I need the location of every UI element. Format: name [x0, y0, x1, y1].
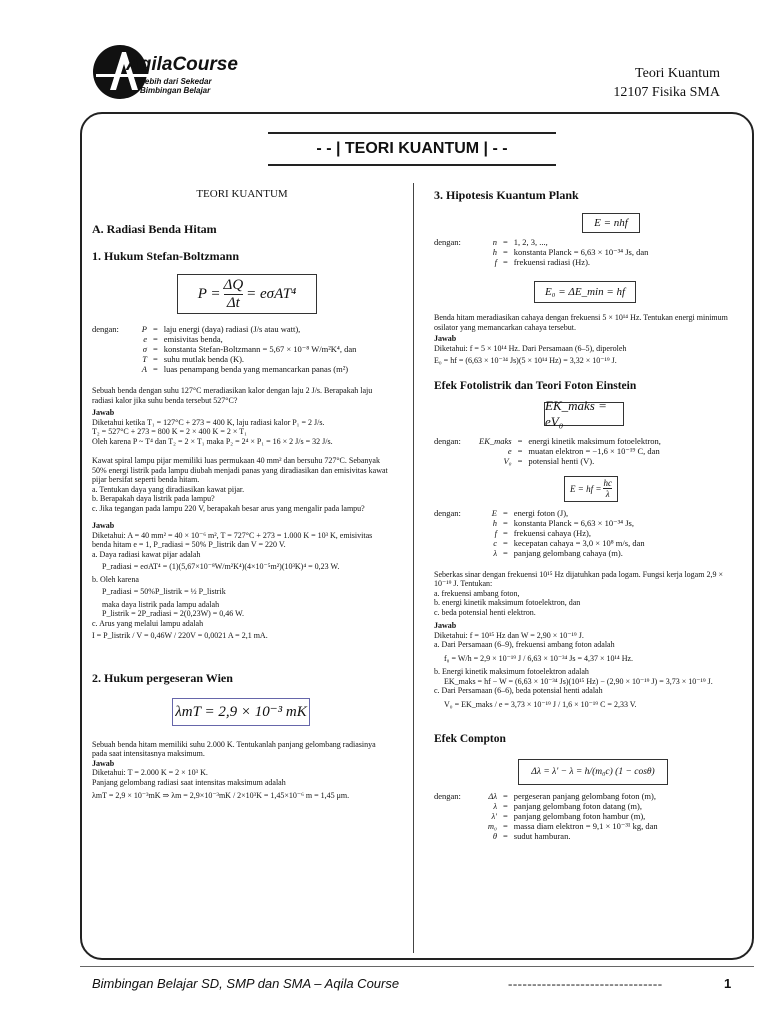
right-column: [434, 188, 739, 841]
definition-desc: panjang gelombang cahaya (m).: [513, 547, 623, 558]
logo-tagline: [140, 77, 212, 95]
header-subject: Teori Kuantum: [635, 66, 720, 81]
definition-desc: luas penampang benda yang memancarkan panas (m²): [163, 364, 349, 374]
example-4-line1: Diketahui: f = 5 × 10¹⁴ Hz. Dari Persamaan (6–5), diperoleh: [434, 343, 627, 353]
definition-sym: λ': [491, 811, 497, 821]
minimum-energy-equation: E₀ = ΔE_min = hf: [534, 281, 636, 303]
left-column: [92, 188, 392, 801]
example-2-line9: I = P_listrik / V = 0,46W / 220V = 0,0021 A = 2,1 mA.: [92, 631, 268, 640]
definitions-3: [434, 237, 739, 267]
definition-sym: E: [491, 507, 497, 518]
definition-eq: =: [517, 445, 523, 456]
definition-sym: e: [507, 445, 512, 456]
definition-row: [476, 456, 664, 466]
footer-rule: [80, 966, 754, 967]
definition-sym: P: [141, 324, 147, 334]
example-2-line2: a. Daya radiasi kawat pijar adalah: [92, 549, 201, 559]
definition-desc: kecepatan cahaya = 3,0 × 10⁸ m/s, dan: [513, 537, 645, 548]
definition-row: [476, 237, 651, 247]
definition-desc: sudut hamburan.: [513, 831, 571, 841]
definitions-lead: dengan:: [434, 507, 461, 518]
definition-eq: =: [153, 324, 158, 334]
definition-desc: energi foton (J),: [513, 507, 569, 518]
planck-equation: E = nhf: [582, 213, 640, 233]
definition-eq: =: [503, 257, 508, 267]
definition-sym: c: [493, 537, 497, 548]
example-5-items: [434, 589, 739, 618]
list-item: c. beda potensial henti elektron.: [434, 607, 536, 617]
definition-desc: muatan elektron = −1,6 × 10⁻¹⁹ C, dan: [528, 445, 660, 456]
list-item: a. Tentukan daya yang diradiasikan kawat pijar.: [92, 484, 245, 494]
example-1-question: Sebuah benda dengan suhu 127°C meradiasikan kalor dengan laju 2 J/s. Berapakah laju radiasi kalor jika suhu benda tersebut 527°C?: [92, 386, 373, 405]
example-4-line2: E₀ = hf = (6,63 × 10⁻³⁴ Js)(5 × 10¹⁴ Hz) = 3,32 × 10⁻¹⁹ J.: [434, 356, 617, 365]
definition-eq: =: [503, 517, 508, 528]
definition-eq: =: [517, 435, 523, 446]
definition-desc: suhu mutlak benda (K).: [163, 354, 245, 364]
photon-energy-equation: E = hf = $\frac{hc}{\lambda}$: [564, 476, 618, 502]
definitions-table: [476, 436, 664, 466]
example-2-jawab: Jawab: [92, 521, 115, 530]
logo-tagline-1: Lebih dari Sekedar: [140, 77, 212, 86]
definition-desc: pergeseran panjang gelombang foton (m),: [513, 791, 656, 801]
definition-eq: =: [503, 527, 508, 538]
example-3-line1: Diketahui: T = 2.000 K = 2 × 10³ K.: [92, 768, 208, 777]
definition-desc: frekuensi cahaya (Hz),: [513, 527, 591, 538]
example-2-line6: maka daya listrik pada lampu adalah: [102, 599, 220, 609]
definition-sym: e: [143, 334, 147, 344]
example-4-jawab: Jawab: [434, 334, 457, 343]
definitions-lead: dengan:: [434, 237, 461, 247]
definition-sym: EK_maks: [479, 435, 512, 446]
logo-tagline-2: Bimbingan Belajar: [140, 86, 211, 95]
definition-sym: λ: [493, 801, 497, 811]
section-1-heading: 1. Hukum Stefan-Boltzmann: [92, 249, 240, 263]
definitions-5: [434, 436, 739, 466]
footer-text: Bimbingan Belajar SD, SMP dan SMA – Aqila Course: [92, 976, 400, 991]
definitions-1: [92, 324, 392, 374]
example-2-line8: c. Arus yang melalui lampu adalah: [92, 618, 204, 628]
definition-eq: =: [153, 354, 158, 364]
example-2-line1: Diketahui: A = 40 mm² = 40 × 10⁻⁶ m², T = 727°C + 273 = 1.000 K = 10³ K, emisivitas benda hitam e = 1, P_radiasi = 50% P_listrik dan V = 220 V.: [92, 530, 373, 549]
example-5-line7: V₀ = EK_maks / e = 3,73 × 10⁻¹⁹ J / 1,6 × 10⁻¹⁹ C = 2,33 V.: [444, 699, 637, 709]
example-5-line1: Diketahui: f = 10¹⁵ Hz dan W = 2,90 × 10⁻¹⁹ J.: [434, 630, 584, 640]
definition-row: [476, 518, 648, 528]
compton-heading: Efek Compton: [434, 733, 506, 745]
definition-eq: =: [503, 247, 508, 257]
definition-row: [476, 538, 648, 548]
definition-eq: =: [153, 364, 158, 374]
definition-eq: =: [503, 507, 508, 518]
definitions-table: [476, 508, 648, 558]
definitions-table: [476, 791, 661, 841]
definition-desc: massa diam elektron = 9,1 × 10⁻³¹ kg, dan: [513, 821, 658, 831]
definition-row: [476, 508, 648, 518]
definitions-7: [434, 791, 739, 841]
definition-sym: h: [492, 517, 497, 528]
definitions-table: [126, 324, 359, 374]
list-item: a. frekuensi ambang foton,: [434, 588, 520, 598]
example-2-items: [92, 485, 392, 514]
example-5-jawab: Jawab: [434, 621, 457, 630]
aqila-course-logo: [92, 40, 238, 104]
definition-row: [476, 257, 651, 267]
definition-sym: θ: [492, 831, 497, 841]
example-2-line7: P_listrik = 2P_radiasi = 2(0,23W) = 0,46 W.: [102, 609, 244, 618]
definitions-table: [476, 237, 651, 267]
definition-eq: =: [153, 344, 158, 354]
definition-desc: panjang gelombang foton datang (m),: [513, 801, 642, 811]
example-3-jawab: Jawab: [92, 758, 115, 768]
definition-sym: h: [492, 247, 497, 257]
list-item: c. Jika tegangan pada lampu 220 V, berapakah besar arus yang mengalir pada lampu?: [92, 503, 365, 513]
definition-sym: λ: [493, 547, 497, 558]
definitions-lead: dengan:: [434, 435, 461, 446]
definition-eq: =: [503, 237, 508, 247]
definition-sym: Δλ: [488, 791, 497, 801]
definition-row: [126, 344, 359, 354]
definition-eq: =: [153, 334, 158, 344]
definition-eq: =: [503, 547, 508, 558]
definition-eq: =: [503, 811, 508, 821]
definition-row: [476, 821, 661, 831]
photoelectric-heading: Efek Fotolistrik dan Teori Foton Einstein: [434, 379, 637, 392]
definition-row: [476, 247, 651, 257]
stefan-boltzmann-equation: P = $\frac{\Delta Q}{\Delta t}$ = eσAT⁴: [177, 274, 317, 314]
example-3-line2: Panjang gelombang radiasi saat intensitas maksimum adalah: [92, 777, 286, 787]
example-1-jawab: Jawab: [92, 408, 115, 417]
example-2-line5: P_radiasi = 50%P_listrik = ½ P_listrik: [102, 587, 226, 596]
definition-desc: konstanta Planck = 6,63 × 10⁻³⁴ Js,: [513, 517, 634, 528]
example-5-line3: f₀ = W/h = 2,9 × 10⁻¹⁹ J / 6,63 × 10⁻³⁴ Js = 4,37 × 10¹⁴ Hz.: [444, 653, 634, 663]
example-5-line6: c. Dari Persamaan (6–6), beda potensial henti adalah: [434, 686, 603, 695]
column-divider: [413, 183, 414, 953]
definition-sym: σ: [142, 344, 147, 354]
definition-row: [476, 791, 661, 801]
page-number: 1: [724, 976, 732, 991]
definition-sym: V₀: [503, 455, 512, 466]
definition-desc: frekuensi radiasi (Hz).: [513, 257, 591, 267]
list-item: b. energi kinetik maksimum fotoelektron, dan: [434, 598, 581, 607]
definition-row: [476, 528, 648, 538]
example-5-line2: a. Dari Persamaan (6–9), frekuensi ambang foton adalah: [434, 640, 615, 649]
photoelectric-equation: EK_maks = eV₀: [544, 402, 624, 426]
definition-desc: energi kinetik maksimum fotoelektron,: [528, 435, 661, 446]
definition-row: [476, 446, 664, 456]
definitions-lead: dengan:: [92, 324, 119, 334]
definition-row: [126, 334, 359, 344]
example-2-line3: P_radiasi = eσAT⁴ = (1)(5,67×10⁻⁸W/m²K⁴)(4×10⁻⁵m²)(10³K)⁴ = 0,23 W.: [102, 562, 340, 571]
definition-eq: =: [503, 801, 508, 811]
definition-sym: T: [142, 354, 147, 364]
definition-row: [476, 831, 661, 841]
definition-row: [126, 324, 359, 334]
wien-equation: λmT = 2,9 × 10⁻³ mK: [172, 698, 310, 726]
definition-desc: potensial henti (V).: [528, 455, 595, 466]
logo-text: AqilaCourse: [126, 54, 238, 75]
example-1-line3: Oleh karena P ~ T⁴ dan T₂ = 2 × T₁ maka P₂ = 2⁴ × P₁ = 16 × 2 J/s = 32 J/s.: [92, 436, 333, 446]
example-4-question: Benda hitam meradiasikan cahaya dengan frekuensi 5 × 10¹⁴ Hz. Tentukan energi minimum osilator yang memancarkan cahaya tersebut.: [434, 313, 728, 332]
section-2-heading: 2. Hukum pergeseran Wien: [92, 670, 233, 685]
definition-sym: m₀: [487, 821, 497, 831]
definition-desc: konstanta Planck = 6,63 × 10⁻³⁴ Js, dan: [513, 247, 649, 257]
example-5-line4: b. Energi kinetik maksimum fotoelektron adalah: [434, 667, 589, 676]
definition-row: [476, 436, 664, 446]
definition-sym: f: [494, 527, 497, 538]
definition-desc: emisivitas benda,: [163, 334, 223, 344]
definition-eq: =: [517, 455, 523, 466]
example-3-line3: λmT = 2,9 × 10⁻³mK ⇒ λm = 2,9×10⁻³mK / 2×10³K = 1,45×10⁻⁶ m = 1,45 μm.: [92, 791, 350, 800]
compton-equation: Δλ = λ' − λ = h/(m₀c) (1 − cosθ): [518, 759, 668, 785]
definitions-6: [434, 508, 739, 558]
definition-eq: =: [503, 821, 508, 831]
definition-desc: laju energi (daya) radiasi (J/s atau watt),: [163, 324, 301, 334]
definition-desc: 1, 2, 3, ...,: [513, 237, 548, 247]
definition-row: [476, 548, 648, 558]
definition-eq: =: [503, 831, 508, 841]
definition-sym: n: [492, 237, 497, 247]
definition-eq: =: [503, 537, 508, 548]
definition-eq: =: [503, 791, 508, 801]
example-5-question: Seberkas sinar dengan frekuensi 10¹⁵ Hz dijatuhkan pada logam. Fungsi kerja logam 2,9 × 10⁻¹⁹ J. Tentukan:: [434, 569, 723, 588]
page-title: - - | TEORI KUANTUM | - -: [268, 132, 556, 166]
section-a-heading: A. Radiasi Benda Hitam: [92, 222, 217, 236]
section-heading: TEORI KUANTUM: [196, 188, 288, 200]
definition-sym: f: [494, 257, 497, 267]
footer-dashes: --------------------------------: [508, 976, 663, 991]
definition-row: [126, 364, 359, 374]
definitions-lead: dengan:: [434, 791, 461, 801]
example-1-line2: T₂ = 527°C + 273 = 800 K = 2 × 400 K = 2 × T₁: [92, 427, 247, 436]
definition-desc: panjang gelombang foton hambur (m),: [513, 811, 646, 821]
example-2-line4: b. Oleh karena: [92, 574, 139, 584]
definition-row: [126, 354, 359, 364]
definition-sym: A: [141, 364, 147, 374]
header-info: [613, 64, 720, 102]
example-5-line5: EK_maks = hf − W = (6,63 × 10⁻³⁴ Js)(10¹⁵ Hz) − (2,90 × 10⁻¹⁹ J) = 3,73 × 10⁻¹⁹ J.: [444, 676, 713, 686]
section-3-heading: 3. Hipotesis Kuantum Plank: [434, 188, 579, 202]
definition-row: [476, 811, 661, 821]
definition-desc: konstanta Stefan-Boltzmann = 5,67 × 10⁻⁸ W/m²K⁴, dan: [163, 344, 357, 354]
example-2-question: Kawat spiral lampu pijar memiliki luas permukaan 40 mm² dan bersuhu 727°C. Sebanyak 50% energi listrik pada lampu diubah menjadi panas yang diradiasikan dan emisivitas kawat pijar bersifat seperti benda hitam.: [92, 456, 388, 484]
list-item: b. Berapakah daya listrik pada lampu?: [92, 494, 215, 503]
example-1-line1: Diketahui ketika T₁ = 127°C + 273 = 400 K, laju radiasi kalor P₁ = 2 J/s.: [92, 417, 325, 427]
header-code: 12107 Fisika SMA: [613, 85, 720, 100]
example-3-question: Sebuah benda hitam memiliki suhu 2.000 K. Tentukanlah panjang gelombang radiasinya pada saat intensitasnya maksimum.: [92, 739, 376, 758]
definition-row: [476, 801, 661, 811]
